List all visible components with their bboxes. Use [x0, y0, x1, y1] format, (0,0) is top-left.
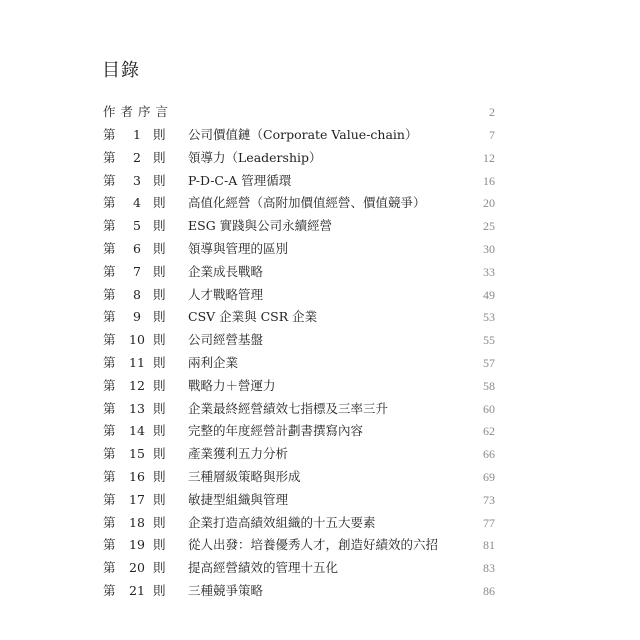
chapter-suffix: 則: [153, 127, 166, 142]
chapter-title: 三種層級策略與形成: [188, 469, 301, 484]
toc-row[interactable]: [0, 490, 640, 510]
chapter-prefix: 第: [103, 583, 116, 598]
chapter-suffix: 則: [153, 332, 166, 348]
chapter-prefix: 第: [103, 423, 116, 439]
chapter-page-number: 53: [483, 310, 495, 325]
chapter-prefix: 第: [103, 491, 116, 507]
chapter-prefix: 第: [103, 149, 116, 165]
chapter-number: 11: [129, 355, 145, 370]
chapter-prefix: 第: [103, 377, 116, 393]
chapter-suffix: 則: [153, 583, 166, 598]
chapter-suffix: 則: [153, 560, 166, 576]
toc-row[interactable]: [0, 444, 640, 464]
toc-row[interactable]: [0, 513, 640, 533]
preface-label: 作者序言: [103, 104, 174, 119]
toc-row[interactable]: [0, 399, 640, 419]
chapter-prefix: 第: [103, 446, 116, 462]
chapter-page-number: 60: [483, 401, 495, 416]
toc-row[interactable]: [0, 376, 640, 396]
chapter-prefix: 第: [103, 332, 116, 348]
chapter-number: 9: [133, 309, 141, 325]
toc-row[interactable]: [0, 239, 640, 259]
chapter-number: 18: [129, 514, 145, 530]
chapter-page-number: 55: [483, 333, 495, 348]
toc-row[interactable]: [0, 125, 640, 145]
chapter-title: P-D-C-A 管理循環: [188, 172, 292, 188]
chapter-title: 企業成長戰略: [188, 263, 264, 279]
chapter-number: 20: [129, 560, 145, 576]
chapter-suffix: 則: [153, 537, 166, 553]
chapter-prefix: 第: [103, 309, 116, 325]
chapter-title: 領導力（Leadership）: [188, 149, 322, 165]
toc-row[interactable]: [0, 353, 640, 373]
chapter-number: 1: [133, 127, 141, 142]
chapter-page-number: 25: [483, 219, 495, 234]
chapter-number: 6: [133, 241, 141, 256]
chapter-number: 5: [133, 218, 141, 234]
chapter-number: 17: [129, 491, 145, 507]
chapter-prefix: 第: [103, 400, 116, 416]
chapter-page-number: 33: [483, 264, 495, 279]
chapter-suffix: 則: [153, 309, 166, 325]
chapter-number: 8: [133, 286, 141, 302]
chapter-page-number: 12: [483, 150, 495, 165]
chapter-title: 兩利企業: [188, 355, 239, 370]
chapter-prefix: 第: [103, 537, 116, 553]
toc-row[interactable]: [0, 148, 640, 168]
chapter-title: 高值化經營（高附加價值經營、價值競爭）: [188, 195, 426, 211]
chapter-page-number: 86: [483, 584, 495, 598]
chapter-number: 12: [129, 377, 145, 393]
toc-row[interactable]: [0, 421, 640, 441]
chapter-number: 13: [129, 400, 145, 416]
chapter-number: 2: [133, 149, 141, 165]
chapter-title: 從人出發：培養優秀人才，創造好績效的六招: [188, 537, 439, 553]
chapter-title: CSV 企業與 CSR 企業: [188, 309, 318, 325]
chapter-title: 企業打造高績效組織的十五大要素: [188, 514, 376, 530]
chapter-suffix: 則: [153, 491, 166, 507]
chapter-suffix: 則: [153, 172, 166, 188]
chapter-title: 提高經營績效的管理十五化: [188, 560, 339, 576]
chapter-prefix: 第: [103, 469, 116, 484]
chapter-number: 4: [133, 195, 141, 211]
chapter-suffix: 則: [153, 355, 166, 370]
chapter-page-number: 58: [483, 378, 495, 393]
chapter-page-number: 83: [483, 561, 495, 576]
chapter-page-number: 7: [489, 128, 495, 142]
chapter-page-number: 69: [483, 470, 495, 484]
toc-preface-row[interactable]: [0, 102, 640, 122]
chapter-number: 3: [133, 172, 141, 188]
chapter-prefix: 第: [103, 241, 116, 256]
chapter-number: 16: [129, 469, 145, 484]
toc-row[interactable]: [0, 535, 640, 555]
chapter-page-number: 57: [483, 356, 495, 370]
chapter-title: 公司經營基盤: [188, 332, 264, 348]
chapter-number: 7: [133, 263, 141, 279]
toc-row[interactable]: [0, 581, 640, 601]
chapter-title: 完整的年度經營計劃書撰寫內容: [188, 423, 364, 439]
chapter-title: 人才戰略管理: [188, 286, 264, 302]
chapter-prefix: 第: [103, 127, 116, 142]
chapter-suffix: 則: [153, 286, 166, 302]
chapter-title: ESG 實踐與公司永續經營: [188, 218, 333, 234]
chapter-suffix: 則: [153, 400, 166, 416]
preface-page-number: 2: [489, 105, 495, 119]
chapter-title: 三種競爭策略: [188, 583, 264, 598]
chapter-suffix: 則: [153, 377, 166, 393]
chapter-page-number: 16: [483, 173, 495, 188]
chapter-suffix: 則: [153, 423, 166, 439]
chapter-number: 21: [129, 583, 145, 598]
chapter-prefix: 第: [103, 355, 116, 370]
chapter-title: 領導與管理的區別: [188, 241, 289, 256]
chapter-suffix: 則: [153, 241, 166, 256]
page-title: 目錄: [102, 60, 140, 81]
chapter-page-number: 49: [483, 287, 495, 302]
chapter-title: 企業最終經營績效七指標及三率三升: [188, 400, 389, 416]
toc-row[interactable]: [0, 262, 640, 282]
toc-row[interactable]: [0, 467, 640, 487]
chapter-page-number: 77: [483, 515, 495, 530]
chapter-suffix: 則: [153, 218, 166, 234]
toc-row[interactable]: [0, 330, 640, 350]
toc-row[interactable]: [0, 171, 640, 191]
chapter-page-number: 73: [483, 492, 495, 507]
chapter-number: 19: [129, 537, 145, 553]
chapter-prefix: 第: [103, 195, 116, 211]
chapter-number: 14: [129, 423, 145, 439]
chapter-prefix: 第: [103, 263, 116, 279]
chapter-page-number: 66: [483, 447, 495, 462]
chapter-prefix: 第: [103, 218, 116, 234]
chapter-suffix: 則: [153, 149, 166, 165]
chapter-title: 產業獲利五力分析: [188, 446, 289, 462]
chapter-title: 戰略力＋營運力: [188, 377, 276, 393]
chapter-page-number: 81: [483, 538, 495, 553]
chapter-suffix: 則: [153, 469, 166, 484]
chapter-page-number: 62: [483, 424, 495, 439]
toc-row[interactable]: [0, 193, 640, 213]
chapter-number: 15: [129, 446, 145, 462]
toc-row[interactable]: [0, 216, 640, 236]
chapter-prefix: 第: [103, 172, 116, 188]
chapter-suffix: 則: [153, 446, 166, 462]
chapter-suffix: 則: [153, 195, 166, 211]
chapter-title: 敏捷型組織與管理: [188, 491, 289, 507]
toc-row[interactable]: [0, 307, 640, 327]
chapter-prefix: 第: [103, 514, 116, 530]
chapter-prefix: 第: [103, 560, 116, 576]
chapter-prefix: 第: [103, 286, 116, 302]
chapter-suffix: 則: [153, 514, 166, 530]
chapter-page-number: 20: [483, 196, 495, 211]
toc-row[interactable]: [0, 285, 640, 305]
chapter-number: 10: [129, 332, 145, 348]
chapter-title: 公司價值鏈（Corporate Value-chain）: [188, 127, 418, 142]
chapter-page-number: 30: [483, 242, 495, 256]
toc-row[interactable]: [0, 558, 640, 578]
chapter-suffix: 則: [153, 263, 166, 279]
